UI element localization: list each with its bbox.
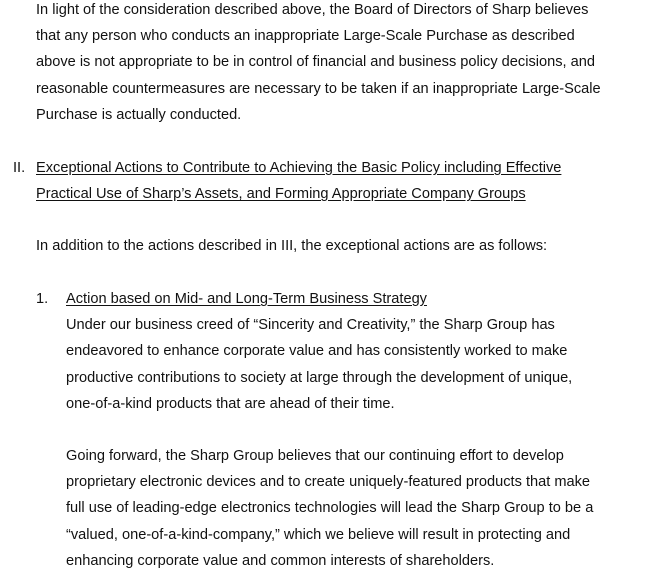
intro-line-2: that any person who conducts an inappropriate Large-Scale Purchase as described xyxy=(36,28,575,44)
item-p1-line-1: Under our business creed of “Sincerity and Creativity,” the Sharp Group has xyxy=(66,317,555,333)
item-p2-line-5: enhancing corporate value and common interests of shareholders. xyxy=(66,553,495,569)
item-title: Action based on Mid- and Long-Term Business Strategy xyxy=(66,291,427,307)
item-p1-line-4: one-of-a-kind products that are ahead of their time. xyxy=(66,396,395,412)
section-lead-in: In addition to the actions described in III, the exceptional actions are as follows: xyxy=(36,238,548,254)
item-p1-line-2: endeavored to enhance corporate value and has consistently worked to make xyxy=(66,343,568,359)
section-heading-line-2: Practical Use of Sharp’s Assets, and Forming Appropriate Company Groups xyxy=(36,186,526,202)
intro-line-4: reasonable countermeasures are necessary to be taken if an inappropriate Large-Scale xyxy=(36,81,601,97)
item-p2-line-4: “valued, one-of-a-kind-company,” which we believe will result in protecting and xyxy=(66,527,571,543)
item-p2-line-2: proprietary electronic devices and to create uniquely-featured products that make xyxy=(66,474,591,490)
item-p1-line-3: productive contributions to society at large through the development of unique, xyxy=(66,370,573,386)
item-p2-line-3: full use of leading-edge electronics technologies will lead the Sharp Group to be a xyxy=(66,500,594,516)
section-heading-line-1: Exceptional Actions to Contribute to Achieving the Basic Policy including Effective xyxy=(36,160,562,176)
intro-line-5: Purchase is actually conducted. xyxy=(36,107,242,123)
intro-line-1: In light of the consideration described above, the Board of Directors of Sharp believes xyxy=(36,2,589,18)
item-number: 1. xyxy=(36,291,49,307)
intro-line-3: above is not appropriate to be in control of financial and business policy decisions, and xyxy=(36,54,595,70)
section-numeral: II. xyxy=(13,160,26,176)
item-p2-line-1: Going forward, the Sharp Group believes that our continuing effort to develop xyxy=(66,448,564,464)
